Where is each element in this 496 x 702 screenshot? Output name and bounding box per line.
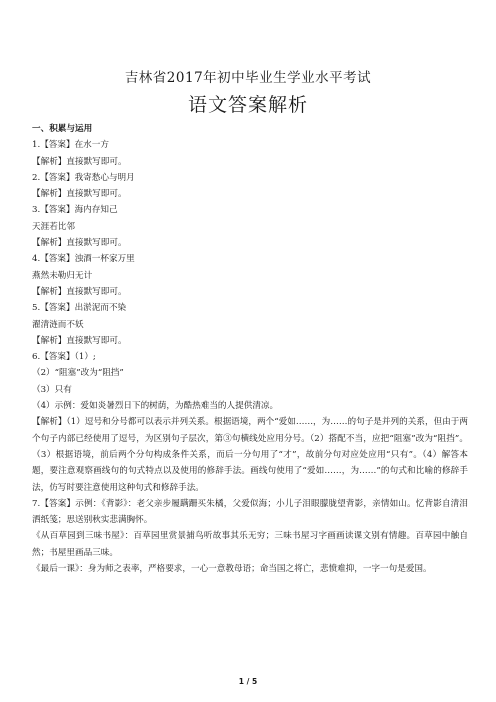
analysis-line: 【解析】直接默写即可。 [32,238,127,249]
answer-line: 6.【答案】（1）; [32,352,96,363]
document-title: 语文答案解析 [187,94,308,116]
exam-subtitle: 吉林省2017年初中毕业生学业水平考试 [124,70,372,86]
answer-line: （4）示例：爱如炎暑烈日下的树荫，为酷热难当的人提供清凉。 [32,401,279,412]
answer-paragraph: 《从百草园到三味书屋》：百草园里赏景捕鸟听故事其乐无穷；三味书屋习字画画读课文别有情趣。百草园中触自然；书屋里画品三味。 [32,531,468,558]
answer-line: 2.【答案】我寄愁心与明月 [32,172,135,183]
answer-line: 3.【答案】海内存知己 [32,205,118,216]
analysis-paragraph: 【解析】（1）逗号和分号都可以表示并列关系。根据语境，两个“爱如……，为……的句子是并列的关系，但由于两个句子内部已经使用了逗号，为区别句子层次，第③句横线处应用分号。（2）搭配不当，应把“阻塞”改为“阻挡”。（3）根据语境，前后两个分句构成条件关系，而后一分句用了“才”，故前分句对应处应用“只有”。（4）解答本题，要注意观察画线句的句式特点以及使用的修辞手法。画线句使用了“爱如……，为……”的句式和比喻的修辞手法，仿写时要注意使用这种句式和修辞手法。 [32,417,468,493]
answer-line: （2）“阻塞”改为“阻挡” [32,368,124,379]
section-heading: 一、积累与运用 [32,124,93,134]
analysis-line: 【解析】直接默写即可。 [32,189,127,200]
answer-line: 天涯若比邻 [32,221,75,232]
page-number: 1 / 5 [238,677,258,686]
answer-line: 燕然未勒归无计 [32,270,93,281]
answer-paragraph: 7.【答案】示例：《背影》：老父亲步履蹒跚买朱橘，父爱似海；小儿子泪眼朦胧望背影，亲情如山。忆背影自清泪洒纸笺；思送别秋实悲满胸怀。 [32,498,468,526]
answer-line: 4.【答案】浊酒一杯家万里 [32,254,135,265]
answer-line: 1.【答案】在水一方 [32,140,109,151]
analysis-line: 【解析】直接默写即可。 [32,335,127,346]
analysis-line: 【解析】直接默写即可。 [32,286,127,297]
answer-line: 5.【答案】出淤泥而不染 [32,303,127,314]
answer-line: 濯清涟而不妖 [32,319,84,330]
answer-paragraph: 《最后一课》：身为师之表率，严格要求，一心一意教母语；命当国之将亡，悲愤难抑，一字一句是爱国。 [32,564,432,575]
answer-content [32,121,468,577]
answer-line: （3）只有 [32,384,72,395]
analysis-line: 【解析】直接默写即可。 [32,156,127,167]
